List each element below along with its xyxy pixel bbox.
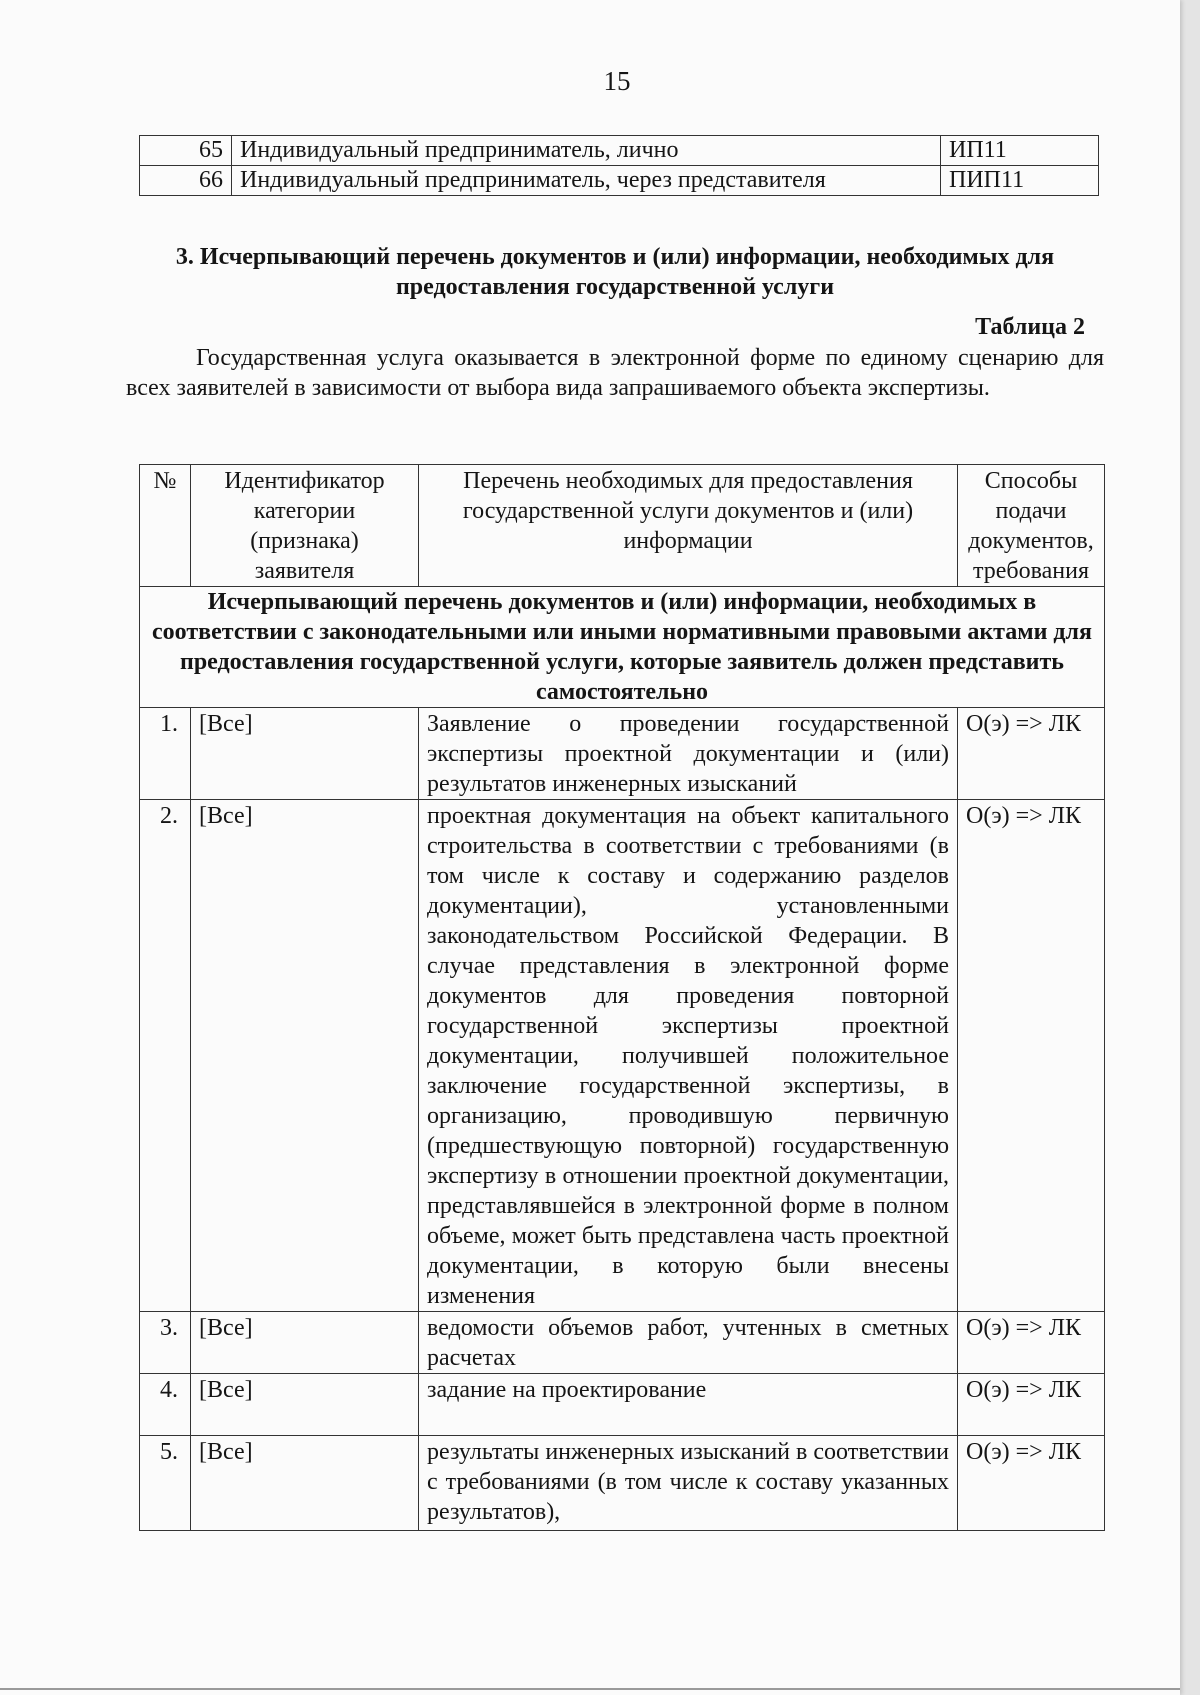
row-number: 66: [140, 166, 232, 196]
page-number: 15: [603, 66, 631, 96]
header-methods: Способы подачи документов, требования: [958, 465, 1105, 587]
row-category: [Все]: [191, 800, 419, 1312]
applicant-category-table: [139, 135, 1099, 196]
table-header-row: [140, 465, 1105, 587]
table-row: [140, 1436, 1105, 1531]
intro-paragraph: Государственная услуга оказывается в электронной форме по единому сценарию для всех заявителей в зависимости от выбора вида запрашиваемого объекта экспертизы.: [126, 345, 1104, 401]
row-number: 65: [140, 136, 232, 166]
row-number: 1.: [140, 708, 191, 800]
table-row: [140, 136, 1099, 166]
row-method: О(э) => ЛК: [958, 1312, 1105, 1374]
row-method: О(э) => ЛК: [958, 1374, 1105, 1436]
category-name: Индивидуальный предприниматель, через представителя: [232, 166, 941, 196]
category-code: ИП11: [941, 136, 1099, 166]
category-name: Индивидуальный предприниматель, лично: [232, 136, 941, 166]
table-row: [140, 166, 1099, 196]
row-number: 5.: [140, 1436, 191, 1531]
table-row: [140, 1374, 1105, 1436]
section-heading-line: 3. Исчерпывающий перечень документов и (или) информации, необходимых для: [175, 244, 1055, 270]
section-title-row: [140, 587, 1105, 708]
row-number: 2.: [140, 800, 191, 1312]
header-documents: Перечень необходимых для предоставления государственной услуги документов и (или) информации: [419, 465, 958, 587]
row-method: О(э) => ЛК: [958, 800, 1105, 1312]
row-category: [Все]: [191, 1312, 419, 1374]
row-document: проектная документация на объект капитального строительства в соответствии с требованиями (в том числе к составу и содержанию разделов документации), установленными законодательством Российской Федерации. В случае представления в электронной форме документов для проведения повторной государственной экспертизы проектной документации, получившей положительное заключение государственной экспертизы, в организацию, проводившую первичную (предшествующую повторной) государственную экспертизу в отношении проектной документации, представлявшейся в электронной форме в полном объеме, может быть представлена часть проектной документации, в которую были внесены изменения: [419, 800, 958, 1312]
table-row: [140, 800, 1105, 1312]
documents-table: [139, 464, 1105, 1531]
table-row: [140, 708, 1105, 800]
header-number: №: [140, 465, 191, 587]
row-document: результаты инженерных изысканий в соответствии с требованиями (в том числе к составу указанных результатов),: [419, 1436, 958, 1531]
row-category: [Все]: [191, 1436, 419, 1531]
scan-edge-line: [0, 1688, 1180, 1690]
row-number: 4.: [140, 1374, 191, 1436]
row-category: [Все]: [191, 708, 419, 800]
row-method: О(э) => ЛК: [958, 1436, 1105, 1531]
row-method: О(э) => ЛК: [958, 708, 1105, 800]
row-category: [Все]: [191, 1374, 419, 1436]
section-heading: [125, 242, 1105, 302]
row-number: 3.: [140, 1312, 191, 1374]
table-label: Таблица 2: [975, 314, 1085, 340]
row-document: задание на проектирование: [419, 1374, 958, 1436]
row-document: Заявление о проведении государственной экспертизы проектной документации и (или) результатов инженерных изысканий: [419, 708, 958, 800]
header-category: Идентификатор категории (признака) заявителя: [191, 465, 419, 587]
section-title: Исчерпывающий перечень документов и (или) информации, необходимых в соответствии с законодательными или иными нормативными правовыми актами для предоставления государственной услуги, которые заявитель должен представить самостоятельно: [140, 587, 1105, 708]
category-code: ПИП11: [941, 166, 1099, 196]
section-heading-line: предоставления государственной услуги: [395, 274, 835, 300]
table-row: [140, 1312, 1105, 1374]
row-document: ведомости объемов работ, учтенных в сметных расчетах: [419, 1312, 958, 1374]
